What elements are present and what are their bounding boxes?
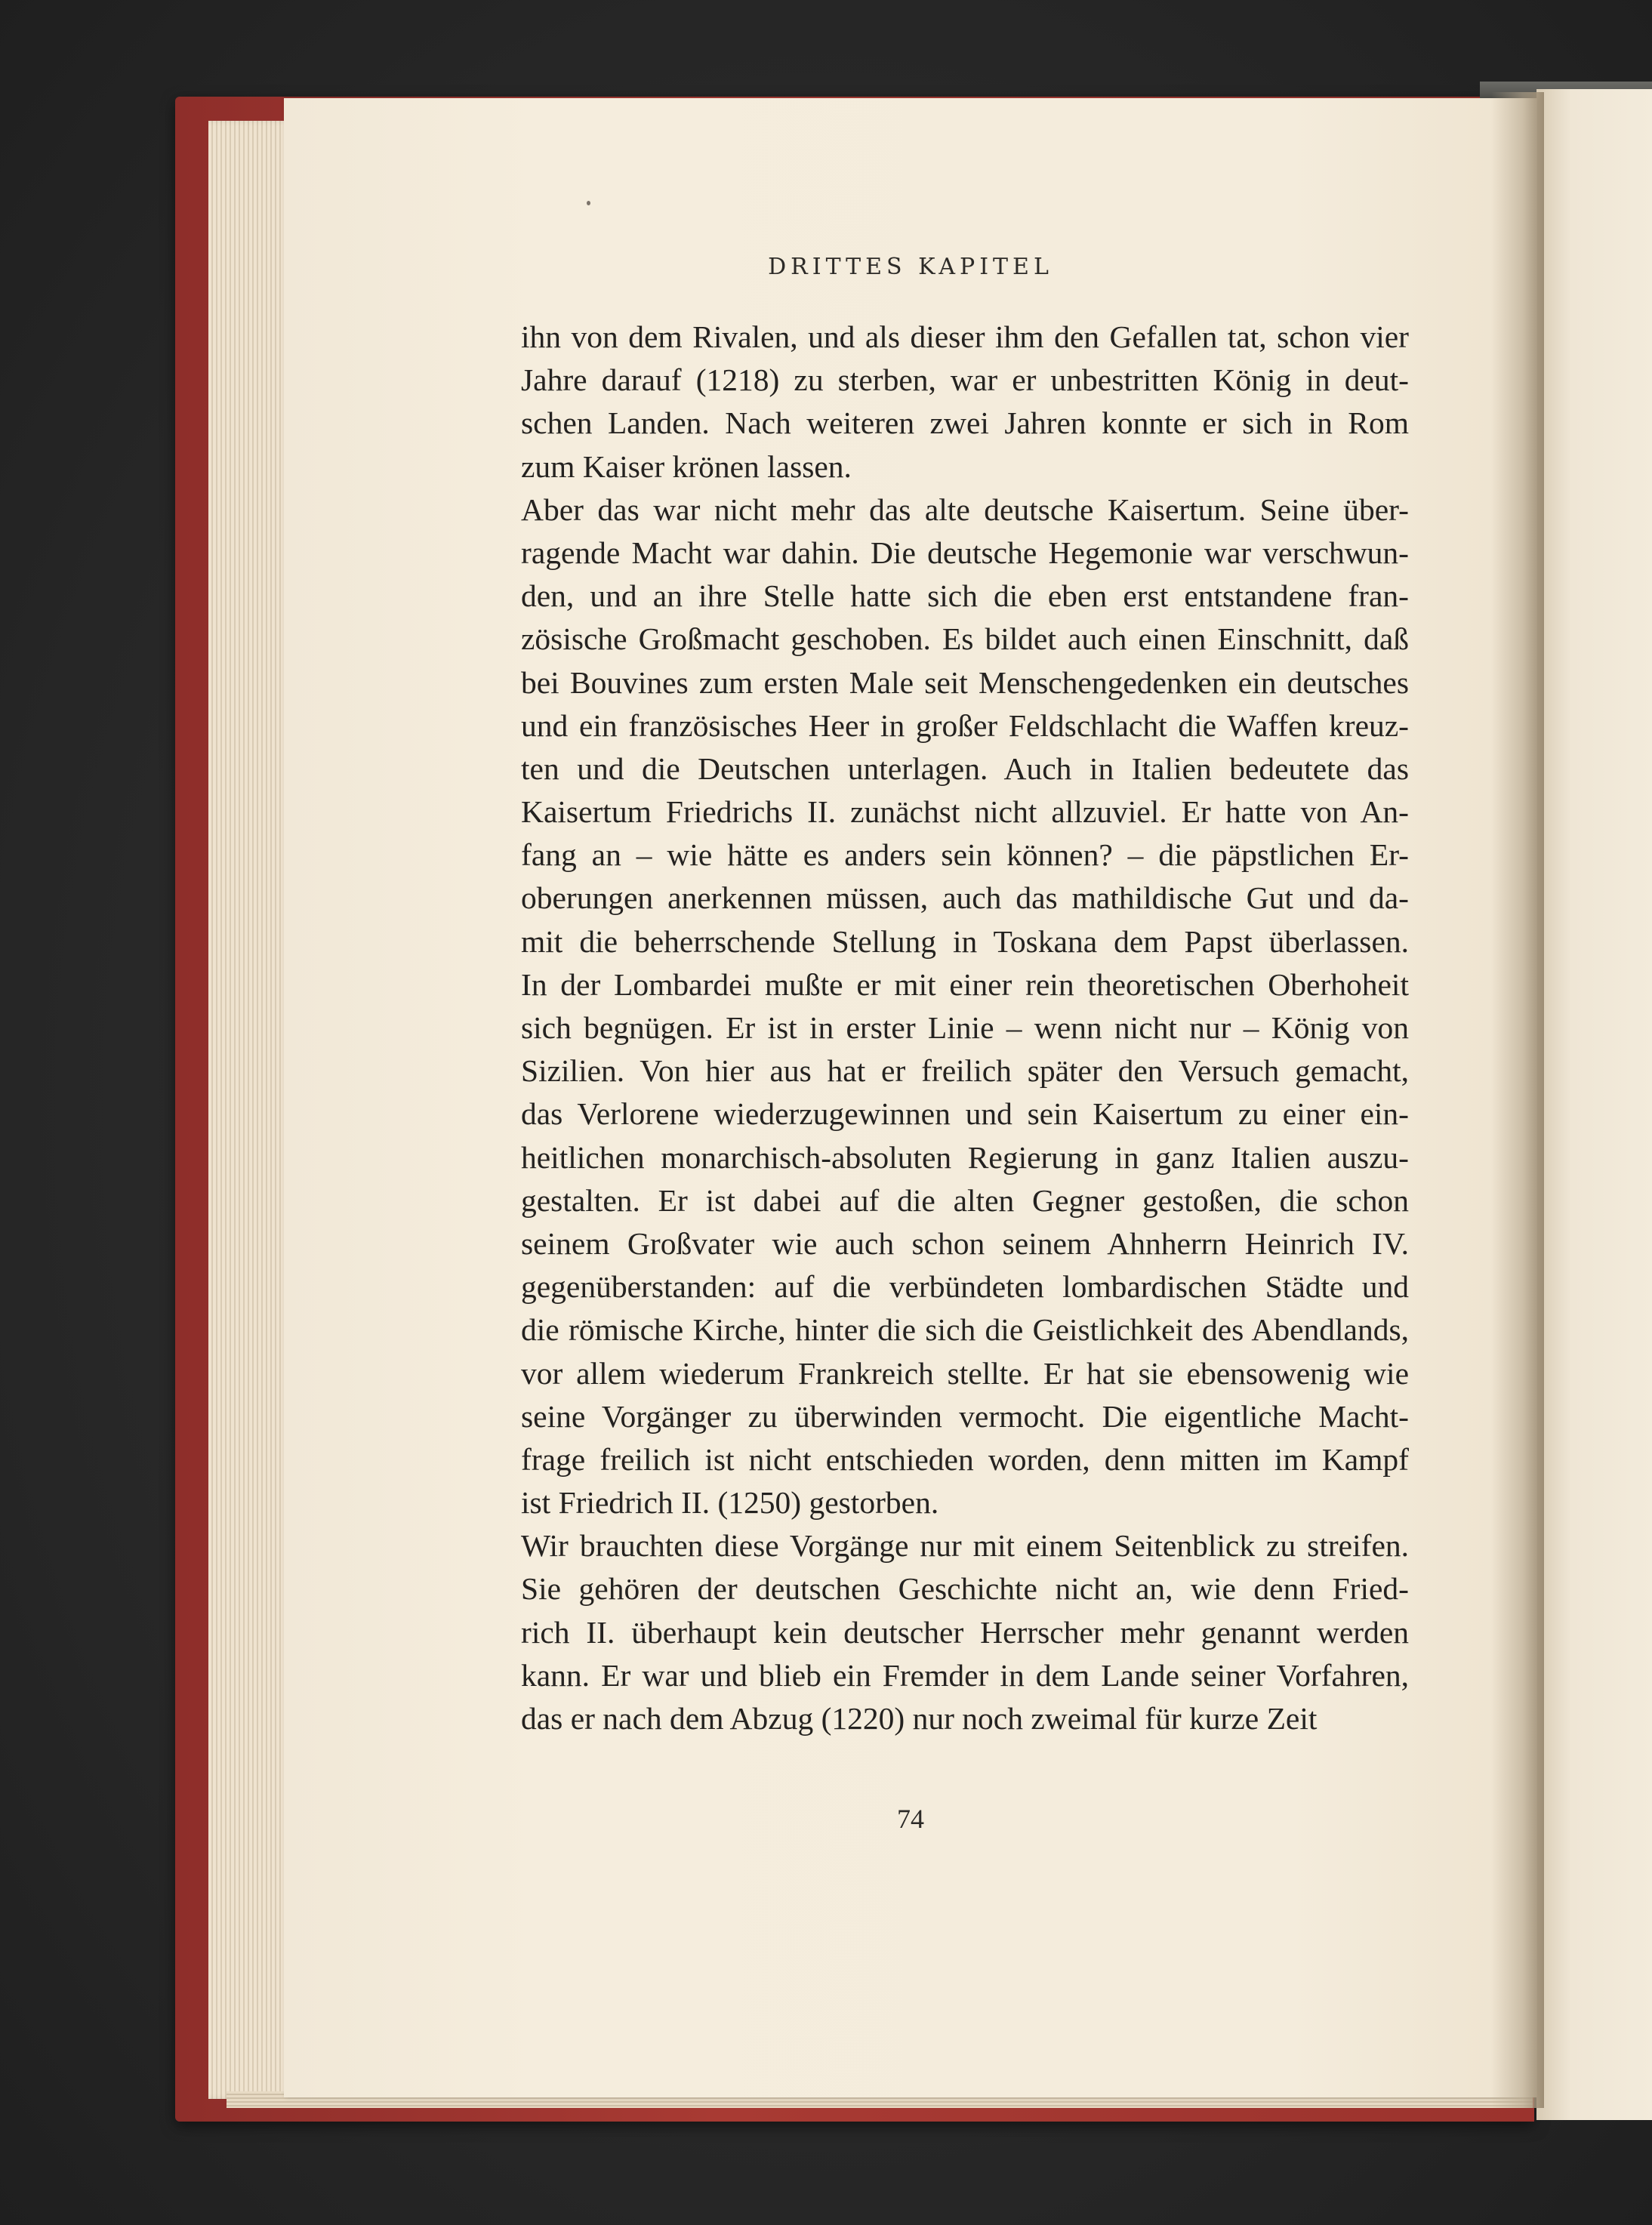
text-line: seinem Großvater wie auch schon seinem Ahnherrn Heinrich IV. [521, 1225, 1409, 1261]
text-line: mit die beherrschende Stellung in Toskana dem Papst überlassen. [521, 923, 1409, 959]
text-line: In der Lombardei mußte er mit einer rein theoretischen Oberhoheit [521, 966, 1409, 1002]
text-line: Kaisertum Friedrichs II. zunächst nicht allzuviel. Er hatte von An- [521, 794, 1409, 830]
text-line: kann. Er war und blieb ein Fremder in dem Lande seiner Vorfahren, [521, 1657, 1409, 1693]
text-line: die römische Kirche, hinter die sich die Geistlichkeit des Abendlands, [521, 1312, 1409, 1348]
text-line: ten und die Deutschen unterlagen. Auch in Italien bedeutete das [521, 750, 1409, 786]
text-line: Aber das war nicht mehr das alte deutsche Kaisertum. Seine über- [521, 492, 1409, 527]
text-line: Jahre darauf (1218) zu sterben, war er unbestritten König in deut- [521, 362, 1409, 398]
text-line: bei Bouvines zum ersten Male seit Menschengedenken ein deutsches [521, 664, 1409, 700]
text-line: ragende Macht war dahin. Die deutsche Hegemonie war verschwun- [521, 535, 1409, 570]
page-edges-left [208, 121, 291, 2099]
text-line: ist Friedrich II. (1250) gestorben. [521, 1485, 939, 1521]
text-line: Wir brauchten diese Vorgänge nur mit einem Seitenblick zu streifen. [521, 1528, 1409, 1564]
text-line: gegenüberstanden: auf die verbündeten lombardischen Städte und [521, 1269, 1409, 1305]
text-line: sich begnügen. Er ist in erster Linie – wenn nicht nur – König von [521, 1010, 1409, 1045]
text-line: frage freilich ist nicht entschieden worden, denn mitten im Kampf [521, 1441, 1409, 1477]
text-line: rich II. überhaupt kein deutscher Herrscher mehr genannt werden [521, 1614, 1409, 1650]
page-number: 74 [897, 1804, 924, 1834]
text-line: seine Vorgänger zu überwinden vermocht. Die eigentliche Macht- [521, 1398, 1409, 1434]
text-line: ihn von dem Rivalen, und als dieser ihm den Gefallen tat, schon vier [521, 319, 1409, 354]
running-head: DRITTES KAPITEL [768, 254, 1053, 280]
text-line: oberungen anerkennen müssen, auch das mathildische Gut und da- [521, 880, 1409, 916]
text-line: Sizilien. Von hier aus hat er freilich später den Versuch gemacht, [521, 1053, 1409, 1089]
facing-page [1536, 89, 1652, 2120]
text-line: den, und an ihre Stelle hatte sich die eben erst entstandene fran- [521, 578, 1409, 614]
text-line: vor allem wiederum Frankreich stellte. Er hat sie ebensowenig wie [521, 1355, 1409, 1391]
text-line: zösische Großmacht geschoben. Es bildet auch einen Einschnitt, daß [521, 621, 1409, 657]
text-line: das Verlorene wiederzugewinnen und sein Kaisertum zu einer ein- [521, 1096, 1409, 1132]
paper-speck [587, 201, 590, 205]
text-line: fang an – wie hätte es anders sein können? – die päpstlichen Er- [521, 837, 1409, 873]
text-line: schen Landen. Nach weiteren zwei Jahren konnte er sich in Rom [521, 405, 1409, 441]
text-line: das er nach dem Abzug (1220) nur noch zweimal für kurze Zeit [521, 1701, 1318, 1736]
text-line: und ein französisches Heer in großer Feldschlacht die Waffen kreuz- [521, 707, 1409, 743]
text-line: heitlichen monarchisch-absoluten Regierung in ganz Italien auszu- [521, 1139, 1409, 1175]
text-line: zum Kaiser krönen lassen. [521, 448, 852, 484]
text-line: gestalten. Er ist dabei auf die alten Gegner gestoßen, die schon [521, 1182, 1409, 1218]
text-line: Sie gehören der deutschen Geschichte nicht an, wie denn Fried- [521, 1571, 1409, 1607]
body-text [521, 316, 1409, 1740]
